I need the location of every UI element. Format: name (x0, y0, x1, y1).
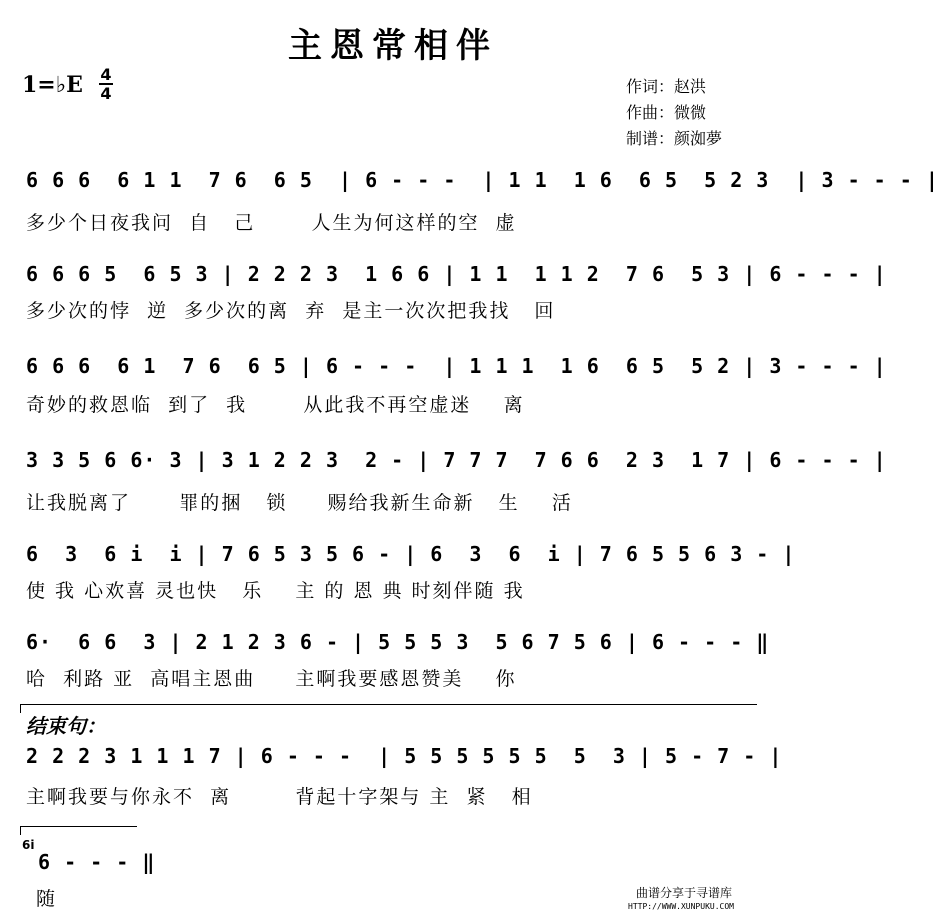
grace-note: 6i (22, 838, 35, 852)
time-signature-bottom: 4 (100, 84, 112, 103)
footer-source: 曲谱分享于寻谱库 (636, 886, 733, 900)
lyric-line-6: 哈 利路 亚 高唱主恩曲 主啊我要感恩赞美 你 (26, 668, 517, 690)
page-title: 主恩常相伴 (288, 26, 498, 66)
notation-line-1: 6 6 6 6 1 1 7 6 6 5 | 6 - - - | 1 1 1 6 6 5 5 2 3 | 3 - - - | (26, 168, 939, 192)
ending-lyric-line-2: 随 (36, 888, 58, 910)
ending-lyric-line-1: 主啊我要与你永不 离 背起十字架与 主 紧 相 (26, 786, 533, 808)
time-signature-top: 4 (100, 65, 112, 84)
notation-line-6: 6· 6 6 3 | 2 1 2 3 6 - | 5 5 5 3 5 6 7 5 6 | 6 - - - ‖ (26, 630, 770, 654)
ending-notation-line-1: 2 2 2 3 1 1 1 7 | 6 - - - | 5 5 5 5 5 5 5 3 | 5 - 7 - | (26, 744, 783, 768)
credit-music: 作曲：微微 (626, 103, 707, 122)
final-bracket (20, 826, 137, 835)
lyric-line-5: 使 我 心欢喜 灵也快 乐 主 的 恩 典 时刻伴随 我 (26, 580, 525, 602)
notation-line-5: 6 3 6 i i | 7 6 5 3 5 6 - | 6 3 6 i | 7 6 5 5 6 3 - | (26, 542, 796, 566)
time-signature (96, 66, 116, 102)
lyric-line-1: 多少个日夜我问 自 己 人生为何这样的空 虚 (26, 212, 517, 234)
ending-label: 结束句： (26, 714, 106, 738)
notation-line-3: 6 6 6 6 1 7 6 6 5 | 6 - - - | 1 1 1 1 6 6 5 5 2 | 3 - - - | (26, 354, 887, 378)
lyric-line-4: 让我脱离了 罪的捆 锁 赐给我新生命新 生 活 (26, 492, 573, 514)
key-signature: 1=♭E (22, 72, 83, 98)
footer-url: HTTP://WWW.XUNPUKU.COM (628, 902, 734, 911)
credit-score: 制谱：颜洳夢 (626, 129, 723, 148)
notation-line-2: 6 6 6 5 6 5 3 | 2 2 2 3 1 6 6 | 1 1 1 1 2 7 6 5 3 | 6 - - - | (26, 262, 887, 286)
credit-lyrics: 作词：赵洪 (626, 77, 707, 96)
ending-bracket (20, 704, 757, 713)
lyric-line-2: 多少次的悖 逆 多少次的离 弃 是主一次次把我找 回 (26, 300, 556, 322)
lyric-line-3: 奇妙的救恩临 到了 我 从此我不再空虚迷 离 (26, 394, 525, 416)
notation-line-4: 3 3 5 6 6· 3 | 3 1 2 2 3 2 - | 7 7 7 7 6 6 2 3 1 7 | 6 - - - | (26, 448, 887, 472)
ending-notation-line-2: 6 - - - ‖ (38, 850, 156, 874)
